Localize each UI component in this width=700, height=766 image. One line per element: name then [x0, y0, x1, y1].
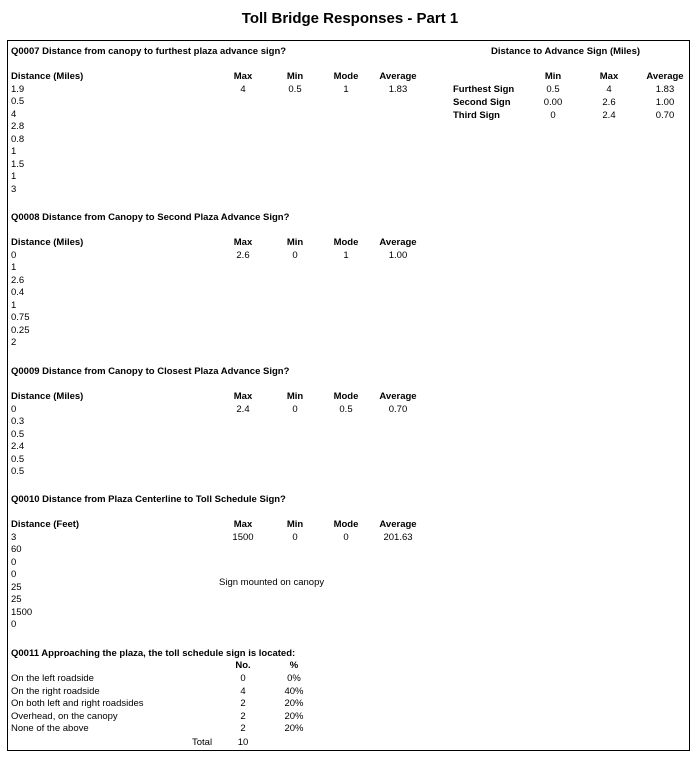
stat-max: 1500 — [232, 531, 254, 543]
question-heading: Q0010 Distance from Plaza Centerline to Toll Schedule Sign? — [11, 494, 286, 505]
list-item: 3 — [11, 183, 17, 195]
summary-title: Distance to Advance Sign (Miles) — [491, 46, 641, 57]
response-percent: 20% — [284, 723, 304, 734]
list-item: 25 — [11, 594, 22, 605]
response-percent: 0% — [287, 673, 301, 684]
question-heading: Q0009 Distance from Canopy to Closest Plaza Advance Sign? — [11, 366, 290, 377]
list-item: 1.9 — [11, 83, 25, 95]
list-item: 0.75 — [11, 312, 30, 323]
note-text: Sign mounted on canopy — [219, 577, 325, 588]
column-header-no: No. — [235, 660, 251, 671]
list-item: 1 — [11, 171, 17, 182]
list-item: 0.4 — [11, 287, 25, 298]
column-header-max: Max — [233, 71, 253, 82]
column-header-label: Distance (Miles) — [11, 391, 84, 402]
response-count: 4 — [240, 685, 246, 697]
column-header-pct: % — [289, 660, 299, 671]
response-label: On the left roadside — [11, 673, 94, 684]
response-label: None of the above — [11, 723, 89, 734]
list-item: 0 — [11, 569, 17, 580]
list-item: 0 — [11, 403, 17, 415]
summary-cell-max: 2.6 — [602, 97, 616, 108]
summary-cell-min: 0 — [550, 110, 556, 121]
column-header-avg: Average — [379, 237, 417, 248]
column-header-min: Min — [286, 71, 304, 82]
column-header-avg: Average — [379, 391, 417, 402]
column-header-label: Distance (Miles) — [11, 237, 84, 248]
summary-cell-avg: 1.00 — [655, 97, 675, 108]
column-header-mode: Mode — [333, 237, 359, 248]
column-header-max: Max — [233, 237, 253, 248]
summary-row-label: Third Sign — [453, 110, 500, 121]
column-header-mode: Mode — [333, 519, 359, 530]
stat-min: 0 — [292, 249, 298, 261]
list-item: 1 — [11, 146, 17, 157]
response-count: 2 — [240, 710, 246, 722]
question-heading: Q0011 Approaching the plaza, the toll schedule sign is located: — [11, 648, 296, 659]
column-header-avg: Average — [379, 71, 417, 82]
list-item: 0.5 — [11, 96, 25, 107]
summary-cell-avg: 1.83 — [655, 84, 675, 95]
stat-avg: 0.70 — [388, 403, 408, 415]
column-header-max: Max — [233, 391, 253, 402]
column-header-min: Min — [286, 519, 304, 530]
column-header-mode: Mode — [333, 391, 359, 402]
summary-cell-max: 4 — [606, 84, 612, 95]
question-heading: Q0007 Distance from canopy to furthest plaza advance sign? — [11, 46, 287, 57]
list-item: 60 — [11, 544, 22, 555]
question-heading: Q0008 Distance from Canopy to Second Plaza Advance Sign? — [11, 212, 290, 223]
response-count: 2 — [240, 698, 246, 709]
list-item: 3 — [11, 531, 17, 543]
list-item: 0 — [11, 249, 17, 261]
column-header-min: Min — [286, 237, 304, 248]
column-header-mode: Mode — [333, 71, 359, 82]
stat-max: 2.6 — [236, 249, 250, 261]
column-header-label: Distance (Miles) — [11, 71, 84, 82]
list-item: 2.4 — [11, 441, 25, 452]
summary-cell-max: 2.4 — [602, 110, 616, 121]
stat-avg: 201.63 — [383, 531, 413, 543]
list-item: 0 — [11, 556, 17, 568]
stat-mode: 1 — [343, 249, 349, 261]
stat-mode: 0.5 — [339, 403, 353, 415]
response-label: On the right roadside — [11, 685, 100, 697]
list-item: 1.5 — [11, 158, 25, 170]
response-percent: 20% — [284, 698, 304, 709]
summary-header-min: Min — [544, 71, 562, 82]
response-percent: 20% — [284, 710, 304, 722]
list-item: 2.6 — [11, 274, 25, 286]
list-item: 0.8 — [11, 133, 25, 145]
page-title: Toll Bridge Responses - Part 1 — [241, 10, 459, 27]
stat-min: 0 — [292, 403, 298, 415]
list-item: 25 — [11, 581, 22, 593]
response-count: 0 — [240, 673, 246, 684]
response-count: 2 — [240, 723, 246, 734]
column-header-max: Max — [233, 519, 253, 530]
summary-header-avg: Average — [646, 71, 684, 82]
list-item: 0.5 — [11, 428, 25, 440]
list-item: 4 — [11, 108, 17, 120]
total-label: Total — [192, 737, 213, 748]
stat-avg: 1.83 — [388, 83, 408, 95]
stat-min: 0.5 — [288, 83, 302, 95]
list-item: 2.8 — [11, 121, 25, 132]
list-item: 0.3 — [11, 416, 25, 427]
response-label: Overhead, on the canopy — [11, 710, 118, 722]
stat-avg: 1.00 — [388, 249, 408, 261]
column-header-avg: Average — [379, 519, 417, 530]
list-item: 1500 — [11, 606, 33, 618]
stat-max: 2.4 — [236, 403, 250, 415]
column-header-label: Distance (Feet) — [11, 519, 80, 530]
list-item: 1 — [11, 262, 17, 273]
stat-max: 4 — [240, 83, 246, 95]
list-item: 1 — [11, 299, 17, 311]
column-header-min: Min — [286, 391, 304, 402]
summary-cell-avg: 0.70 — [655, 110, 675, 121]
stat-mode: 0 — [343, 531, 349, 543]
list-item: 0.5 — [11, 466, 25, 477]
summary-cell-min: 0.00 — [543, 97, 563, 108]
response-percent: 40% — [284, 685, 304, 697]
list-item: 0.25 — [11, 324, 30, 336]
total-value: 10 — [237, 737, 249, 748]
stat-mode: 1 — [343, 83, 349, 95]
summary-row-label: Second Sign — [453, 97, 511, 108]
summary-header-max: Max — [599, 71, 619, 82]
summary-cell-min: 0.5 — [546, 84, 560, 95]
list-item: 2 — [11, 337, 17, 348]
stat-min: 0 — [292, 531, 298, 543]
summary-row-label: Furthest Sign — [453, 84, 515, 95]
response-label: On both left and right roadsides — [11, 698, 144, 709]
list-item: 0.5 — [11, 453, 25, 465]
list-item: 0 — [11, 619, 17, 630]
